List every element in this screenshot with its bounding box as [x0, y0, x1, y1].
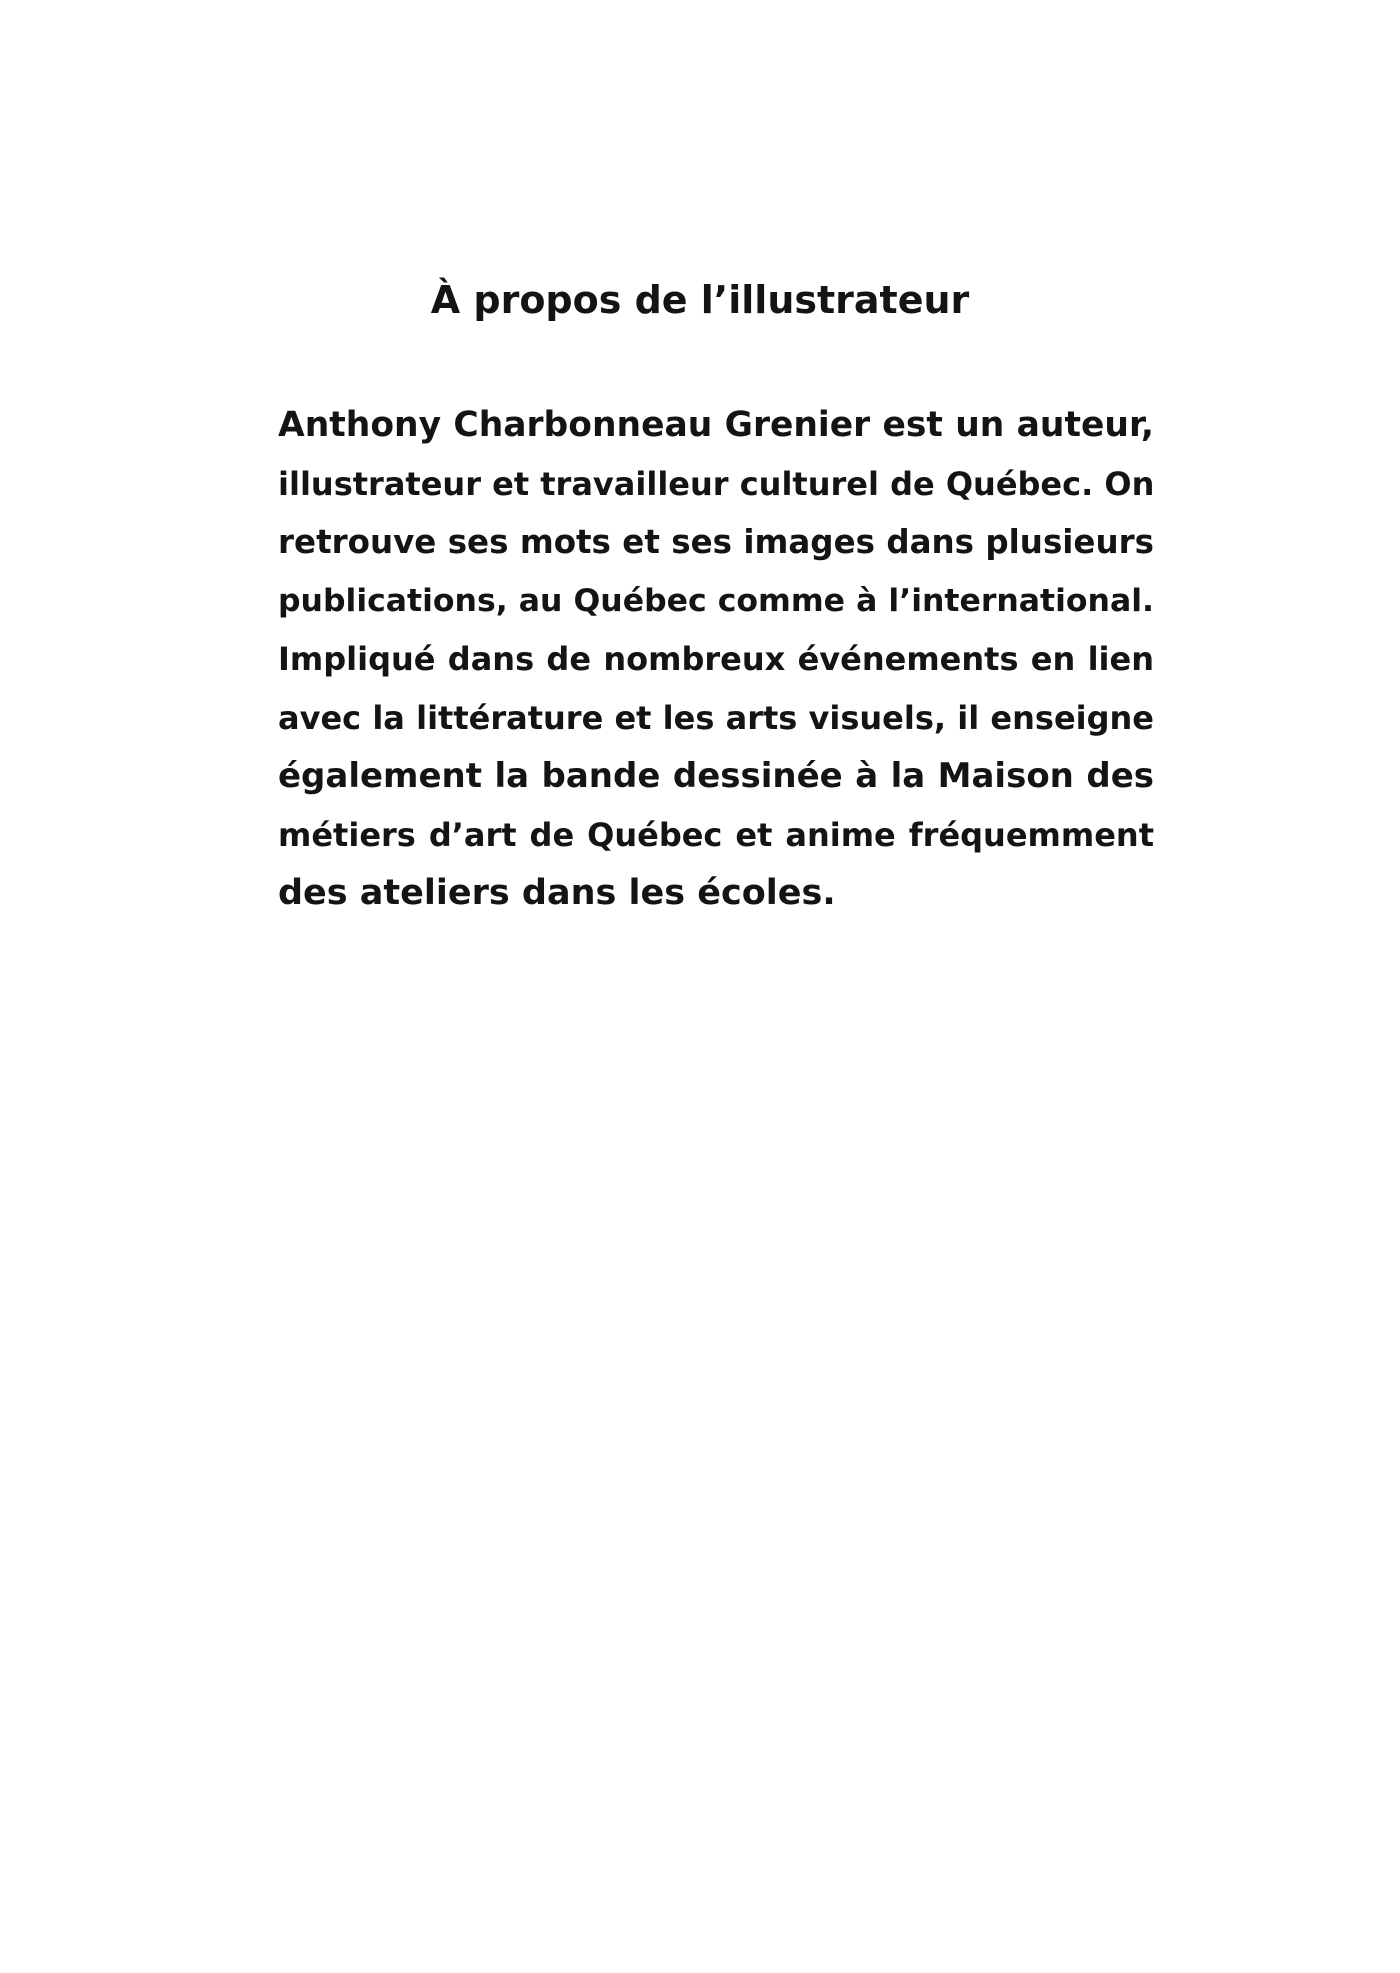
bio-line: publications, au Québec comme à l’international. [278, 582, 1154, 619]
bio-line: métiers d’art de Québec et anime fréquemment [278, 815, 1154, 854]
bio-paragraph [278, 396, 1154, 923]
bio-line: Impliqué dans de nombreux événements en lien [278, 640, 1154, 678]
bio-line: également la bande dessinée à la Maison des [278, 756, 1154, 796]
bio-line: des ateliers dans les écoles. [278, 873, 836, 913]
bio-line: avec la littérature et les arts visuels, il enseigne [278, 698, 1154, 737]
bio-line: illustrateur et travailleur culturel de Québec. On [278, 464, 1155, 503]
page-title: À propos de l’illustrateur [430, 278, 970, 322]
bio-line: Anthony Charbonneau Grenier est un auteur, [278, 405, 1154, 445]
bio-line: retrouve ses mots et ses images dans plusieurs [278, 523, 1154, 561]
